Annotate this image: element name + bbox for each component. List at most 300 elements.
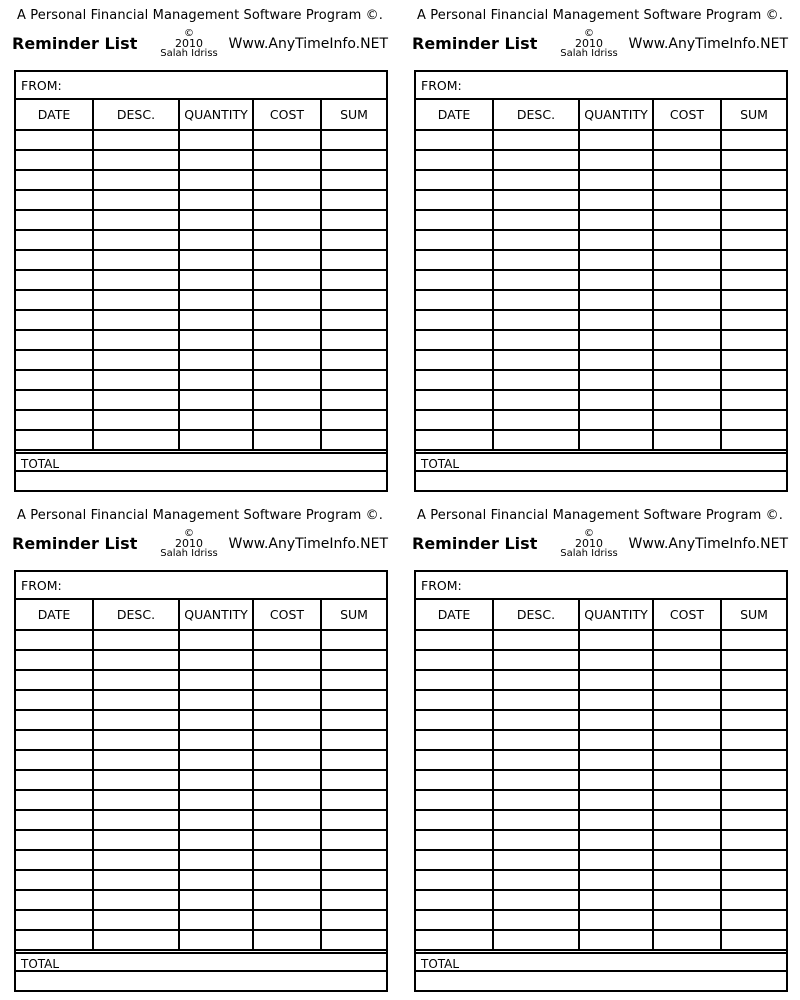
cell-sum[interactable] bbox=[321, 390, 386, 410]
cell-sum[interactable] bbox=[721, 890, 786, 910]
cell-quantity[interactable] bbox=[179, 630, 253, 650]
cell-desc[interactable] bbox=[93, 810, 179, 830]
total-blank-row[interactable] bbox=[16, 474, 386, 490]
cell-desc[interactable] bbox=[493, 330, 579, 350]
cell-cost[interactable] bbox=[253, 430, 321, 450]
cell-sum[interactable] bbox=[721, 290, 786, 310]
cell-date[interactable] bbox=[416, 310, 493, 330]
cell-cost[interactable] bbox=[653, 810, 721, 830]
cell-sum[interactable] bbox=[721, 230, 786, 250]
cell-quantity[interactable] bbox=[579, 870, 653, 890]
cell-date[interactable] bbox=[416, 170, 493, 190]
website-link[interactable]: Www.AnyTimeInfo.NET bbox=[228, 36, 388, 52]
cell-sum[interactable] bbox=[321, 210, 386, 230]
cell-date[interactable] bbox=[16, 270, 93, 290]
cell-sum[interactable] bbox=[321, 770, 386, 790]
cell-cost[interactable] bbox=[653, 650, 721, 670]
cell-date[interactable] bbox=[416, 810, 493, 830]
cell-date[interactable] bbox=[16, 290, 93, 310]
cell-quantity[interactable] bbox=[579, 330, 653, 350]
cell-cost[interactable] bbox=[653, 270, 721, 290]
cell-quantity[interactable] bbox=[179, 730, 253, 750]
cell-sum[interactable] bbox=[321, 190, 386, 210]
cell-sum[interactable] bbox=[321, 630, 386, 650]
cell-cost[interactable] bbox=[653, 150, 721, 170]
cell-desc[interactable] bbox=[93, 170, 179, 190]
cell-quantity[interactable] bbox=[579, 910, 653, 930]
cell-date[interactable] bbox=[16, 210, 93, 230]
cell-date[interactable] bbox=[16, 890, 93, 910]
total-blank-row[interactable] bbox=[16, 974, 386, 990]
cell-sum[interactable] bbox=[721, 910, 786, 930]
cell-desc[interactable] bbox=[93, 430, 179, 450]
cell-date[interactable] bbox=[416, 910, 493, 930]
cell-quantity[interactable] bbox=[579, 270, 653, 290]
cell-date[interactable] bbox=[416, 870, 493, 890]
cell-sum[interactable] bbox=[721, 850, 786, 870]
cell-cost[interactable] bbox=[653, 210, 721, 230]
cell-quantity[interactable] bbox=[179, 710, 253, 730]
cell-sum[interactable] bbox=[721, 150, 786, 170]
cell-desc[interactable] bbox=[93, 390, 179, 410]
cell-sum[interactable] bbox=[321, 250, 386, 270]
cell-quantity[interactable] bbox=[179, 830, 253, 850]
cell-cost[interactable] bbox=[253, 210, 321, 230]
cell-sum[interactable] bbox=[321, 170, 386, 190]
cell-desc[interactable] bbox=[493, 350, 579, 370]
cell-cost[interactable] bbox=[653, 830, 721, 850]
cell-desc[interactable] bbox=[93, 930, 179, 950]
cell-desc[interactable] bbox=[493, 810, 579, 830]
cell-desc[interactable] bbox=[493, 210, 579, 230]
cell-sum[interactable] bbox=[321, 790, 386, 810]
cell-sum[interactable] bbox=[321, 730, 386, 750]
cell-date[interactable] bbox=[416, 270, 493, 290]
cell-date[interactable] bbox=[16, 930, 93, 950]
cell-cost[interactable] bbox=[253, 190, 321, 210]
cell-sum[interactable] bbox=[321, 350, 386, 370]
cell-desc[interactable] bbox=[93, 630, 179, 650]
cell-desc[interactable] bbox=[93, 750, 179, 770]
cell-date[interactable] bbox=[416, 850, 493, 870]
cell-quantity[interactable] bbox=[579, 190, 653, 210]
cell-cost[interactable] bbox=[253, 730, 321, 750]
cell-cost[interactable] bbox=[653, 410, 721, 430]
cell-cost[interactable] bbox=[653, 130, 721, 150]
cell-date[interactable] bbox=[416, 650, 493, 670]
cell-date[interactable] bbox=[16, 630, 93, 650]
cell-date[interactable] bbox=[16, 730, 93, 750]
cell-quantity[interactable] bbox=[179, 750, 253, 770]
cell-cost[interactable] bbox=[253, 770, 321, 790]
cell-cost[interactable] bbox=[253, 150, 321, 170]
cell-cost[interactable] bbox=[253, 130, 321, 150]
cell-date[interactable] bbox=[416, 230, 493, 250]
cell-quantity[interactable] bbox=[179, 690, 253, 710]
from-row[interactable] bbox=[16, 72, 386, 100]
cell-quantity[interactable] bbox=[179, 910, 253, 930]
cell-desc[interactable] bbox=[93, 410, 179, 430]
cell-sum[interactable] bbox=[321, 690, 386, 710]
cell-date[interactable] bbox=[16, 130, 93, 150]
cell-cost[interactable] bbox=[253, 790, 321, 810]
cell-quantity[interactable] bbox=[179, 230, 253, 250]
cell-date[interactable] bbox=[16, 690, 93, 710]
cell-sum[interactable] bbox=[321, 670, 386, 690]
cell-sum[interactable] bbox=[321, 870, 386, 890]
cell-desc[interactable] bbox=[493, 390, 579, 410]
total-row[interactable] bbox=[416, 952, 786, 972]
cell-quantity[interactable] bbox=[579, 630, 653, 650]
cell-sum[interactable] bbox=[721, 690, 786, 710]
cell-date[interactable] bbox=[416, 290, 493, 310]
cell-date[interactable] bbox=[416, 190, 493, 210]
cell-sum[interactable] bbox=[721, 830, 786, 850]
cell-desc[interactable] bbox=[493, 790, 579, 810]
cell-desc[interactable] bbox=[493, 230, 579, 250]
cell-desc[interactable] bbox=[93, 710, 179, 730]
cell-sum[interactable] bbox=[721, 870, 786, 890]
cell-desc[interactable] bbox=[93, 130, 179, 150]
cell-date[interactable] bbox=[16, 310, 93, 330]
cell-desc[interactable] bbox=[93, 670, 179, 690]
cell-cost[interactable] bbox=[653, 370, 721, 390]
cell-date[interactable] bbox=[16, 370, 93, 390]
cell-cost[interactable] bbox=[253, 370, 321, 390]
cell-desc[interactable] bbox=[93, 790, 179, 810]
cell-desc[interactable] bbox=[93, 190, 179, 210]
cell-quantity[interactable] bbox=[179, 890, 253, 910]
cell-desc[interactable] bbox=[493, 250, 579, 270]
cell-desc[interactable] bbox=[493, 690, 579, 710]
cell-cost[interactable] bbox=[653, 430, 721, 450]
cell-sum[interactable] bbox=[721, 190, 786, 210]
cell-cost[interactable] bbox=[253, 270, 321, 290]
cell-quantity[interactable] bbox=[579, 810, 653, 830]
cell-date[interactable] bbox=[16, 430, 93, 450]
cell-date[interactable] bbox=[16, 870, 93, 890]
cell-sum[interactable] bbox=[721, 390, 786, 410]
cell-cost[interactable] bbox=[653, 730, 721, 750]
cell-sum[interactable] bbox=[321, 150, 386, 170]
cell-date[interactable] bbox=[16, 830, 93, 850]
cell-date[interactable] bbox=[16, 330, 93, 350]
cell-desc[interactable] bbox=[493, 630, 579, 650]
cell-desc[interactable] bbox=[93, 830, 179, 850]
cell-cost[interactable] bbox=[253, 830, 321, 850]
cell-sum[interactable] bbox=[721, 130, 786, 150]
cell-cost[interactable] bbox=[253, 850, 321, 870]
cell-date[interactable] bbox=[16, 250, 93, 270]
cell-cost[interactable] bbox=[653, 350, 721, 370]
cell-date[interactable] bbox=[416, 830, 493, 850]
cell-desc[interactable] bbox=[493, 770, 579, 790]
cell-sum[interactable] bbox=[721, 930, 786, 950]
cell-date[interactable] bbox=[416, 370, 493, 390]
cell-desc[interactable] bbox=[493, 270, 579, 290]
total-row[interactable] bbox=[416, 452, 786, 472]
cell-cost[interactable] bbox=[653, 890, 721, 910]
cell-cost[interactable] bbox=[253, 410, 321, 430]
cell-cost[interactable] bbox=[253, 750, 321, 770]
cell-cost[interactable] bbox=[253, 230, 321, 250]
cell-cost[interactable] bbox=[253, 670, 321, 690]
cell-desc[interactable] bbox=[493, 890, 579, 910]
cell-sum[interactable] bbox=[321, 810, 386, 830]
cell-cost[interactable] bbox=[653, 290, 721, 310]
cell-sum[interactable] bbox=[321, 130, 386, 150]
cell-sum[interactable] bbox=[721, 810, 786, 830]
cell-quantity[interactable] bbox=[579, 930, 653, 950]
cell-desc[interactable] bbox=[93, 270, 179, 290]
cell-sum[interactable] bbox=[321, 310, 386, 330]
cell-date[interactable] bbox=[416, 770, 493, 790]
cell-date[interactable] bbox=[16, 350, 93, 370]
cell-cost[interactable] bbox=[253, 350, 321, 370]
cell-date[interactable] bbox=[16, 230, 93, 250]
cell-date[interactable] bbox=[416, 730, 493, 750]
total-row[interactable] bbox=[16, 452, 386, 472]
cell-date[interactable] bbox=[16, 190, 93, 210]
cell-desc[interactable] bbox=[493, 290, 579, 310]
cell-sum[interactable] bbox=[321, 430, 386, 450]
cell-date[interactable] bbox=[416, 750, 493, 770]
cell-quantity[interactable] bbox=[179, 430, 253, 450]
cell-date[interactable] bbox=[16, 850, 93, 870]
cell-quantity[interactable] bbox=[579, 370, 653, 390]
cell-quantity[interactable] bbox=[179, 870, 253, 890]
cell-sum[interactable] bbox=[721, 330, 786, 350]
cell-desc[interactable] bbox=[93, 870, 179, 890]
cell-date[interactable] bbox=[416, 350, 493, 370]
cell-desc[interactable] bbox=[93, 310, 179, 330]
cell-date[interactable] bbox=[416, 130, 493, 150]
cell-date[interactable] bbox=[16, 910, 93, 930]
cell-date[interactable] bbox=[416, 710, 493, 730]
cell-quantity[interactable] bbox=[179, 790, 253, 810]
cell-cost[interactable] bbox=[653, 390, 721, 410]
cell-cost[interactable] bbox=[653, 870, 721, 890]
cell-sum[interactable] bbox=[721, 410, 786, 430]
cell-desc[interactable] bbox=[493, 670, 579, 690]
cell-desc[interactable] bbox=[493, 730, 579, 750]
cell-sum[interactable] bbox=[721, 350, 786, 370]
cell-desc[interactable] bbox=[493, 750, 579, 770]
cell-quantity[interactable] bbox=[179, 770, 253, 790]
cell-desc[interactable] bbox=[493, 830, 579, 850]
website-link[interactable]: Www.AnyTimeInfo.NET bbox=[628, 36, 788, 52]
cell-cost[interactable] bbox=[653, 790, 721, 810]
cell-quantity[interactable] bbox=[579, 250, 653, 270]
cell-sum[interactable] bbox=[321, 370, 386, 390]
cell-sum[interactable] bbox=[721, 430, 786, 450]
cell-quantity[interactable] bbox=[179, 250, 253, 270]
cell-cost[interactable] bbox=[653, 770, 721, 790]
cell-quantity[interactable] bbox=[579, 350, 653, 370]
cell-cost[interactable] bbox=[253, 870, 321, 890]
cell-cost[interactable] bbox=[653, 330, 721, 350]
cell-cost[interactable] bbox=[253, 170, 321, 190]
cell-cost[interactable] bbox=[253, 310, 321, 330]
cell-date[interactable] bbox=[416, 930, 493, 950]
cell-date[interactable] bbox=[416, 250, 493, 270]
cell-desc[interactable] bbox=[93, 690, 179, 710]
cell-desc[interactable] bbox=[493, 310, 579, 330]
cell-cost[interactable] bbox=[253, 290, 321, 310]
cell-cost[interactable] bbox=[653, 230, 721, 250]
cell-sum[interactable] bbox=[721, 630, 786, 650]
cell-quantity[interactable] bbox=[579, 290, 653, 310]
cell-sum[interactable] bbox=[721, 790, 786, 810]
cell-quantity[interactable] bbox=[179, 130, 253, 150]
cell-sum[interactable] bbox=[321, 650, 386, 670]
cell-quantity[interactable] bbox=[179, 210, 253, 230]
cell-date[interactable] bbox=[16, 650, 93, 670]
cell-cost[interactable] bbox=[653, 690, 721, 710]
cell-quantity[interactable] bbox=[179, 190, 253, 210]
cell-cost[interactable] bbox=[253, 630, 321, 650]
cell-desc[interactable] bbox=[93, 650, 179, 670]
cell-quantity[interactable] bbox=[579, 310, 653, 330]
cell-cost[interactable] bbox=[653, 630, 721, 650]
cell-quantity[interactable] bbox=[179, 170, 253, 190]
cell-date[interactable] bbox=[416, 150, 493, 170]
cell-desc[interactable] bbox=[93, 770, 179, 790]
cell-cost[interactable] bbox=[253, 250, 321, 270]
cell-date[interactable] bbox=[416, 890, 493, 910]
cell-cost[interactable] bbox=[253, 390, 321, 410]
cell-date[interactable] bbox=[416, 410, 493, 430]
cell-sum[interactable] bbox=[721, 710, 786, 730]
cell-desc[interactable] bbox=[93, 230, 179, 250]
cell-date[interactable] bbox=[416, 790, 493, 810]
cell-date[interactable] bbox=[16, 790, 93, 810]
cell-quantity[interactable] bbox=[579, 830, 653, 850]
from-row[interactable] bbox=[416, 572, 786, 600]
cell-quantity[interactable] bbox=[179, 850, 253, 870]
cell-desc[interactable] bbox=[93, 890, 179, 910]
cell-quantity[interactable] bbox=[179, 290, 253, 310]
cell-desc[interactable] bbox=[493, 410, 579, 430]
cell-desc[interactable] bbox=[93, 910, 179, 930]
cell-date[interactable] bbox=[16, 810, 93, 830]
cell-sum[interactable] bbox=[721, 750, 786, 770]
cell-desc[interactable] bbox=[493, 170, 579, 190]
cell-sum[interactable] bbox=[721, 250, 786, 270]
cell-cost[interactable] bbox=[653, 670, 721, 690]
cell-cost[interactable] bbox=[253, 890, 321, 910]
cell-quantity[interactable] bbox=[579, 170, 653, 190]
cell-date[interactable] bbox=[416, 210, 493, 230]
cell-quantity[interactable] bbox=[579, 710, 653, 730]
cell-sum[interactable] bbox=[721, 730, 786, 750]
cell-desc[interactable] bbox=[493, 710, 579, 730]
cell-desc[interactable] bbox=[93, 330, 179, 350]
cell-desc[interactable] bbox=[93, 350, 179, 370]
cell-sum[interactable] bbox=[321, 750, 386, 770]
cell-date[interactable] bbox=[16, 770, 93, 790]
cell-quantity[interactable] bbox=[179, 350, 253, 370]
cell-quantity[interactable] bbox=[579, 890, 653, 910]
cell-quantity[interactable] bbox=[579, 210, 653, 230]
cell-desc[interactable] bbox=[93, 850, 179, 870]
cell-quantity[interactable] bbox=[579, 850, 653, 870]
cell-desc[interactable] bbox=[493, 930, 579, 950]
cell-sum[interactable] bbox=[721, 670, 786, 690]
cell-cost[interactable] bbox=[253, 650, 321, 670]
cell-sum[interactable] bbox=[321, 890, 386, 910]
cell-date[interactable] bbox=[16, 150, 93, 170]
cell-cost[interactable] bbox=[653, 710, 721, 730]
cell-desc[interactable] bbox=[493, 850, 579, 870]
cell-quantity[interactable] bbox=[179, 390, 253, 410]
cell-quantity[interactable] bbox=[179, 410, 253, 430]
cell-sum[interactable] bbox=[721, 210, 786, 230]
cell-sum[interactable] bbox=[321, 930, 386, 950]
cell-quantity[interactable] bbox=[179, 330, 253, 350]
cell-sum[interactable] bbox=[321, 290, 386, 310]
cell-date[interactable] bbox=[416, 390, 493, 410]
total-blank-row[interactable] bbox=[416, 974, 786, 990]
cell-desc[interactable] bbox=[93, 290, 179, 310]
cell-cost[interactable] bbox=[653, 190, 721, 210]
cell-desc[interactable] bbox=[93, 250, 179, 270]
cell-quantity[interactable] bbox=[579, 390, 653, 410]
cell-sum[interactable] bbox=[321, 270, 386, 290]
website-link[interactable]: Www.AnyTimeInfo.NET bbox=[628, 536, 788, 552]
cell-quantity[interactable] bbox=[579, 690, 653, 710]
cell-date[interactable] bbox=[16, 710, 93, 730]
cell-date[interactable] bbox=[16, 410, 93, 430]
cell-date[interactable] bbox=[16, 390, 93, 410]
cell-cost[interactable] bbox=[253, 690, 321, 710]
cell-cost[interactable] bbox=[253, 910, 321, 930]
cell-date[interactable] bbox=[416, 690, 493, 710]
cell-sum[interactable] bbox=[321, 850, 386, 870]
cell-quantity[interactable] bbox=[579, 410, 653, 430]
cell-quantity[interactable] bbox=[579, 650, 653, 670]
cell-quantity[interactable] bbox=[579, 750, 653, 770]
cell-quantity[interactable] bbox=[579, 770, 653, 790]
cell-cost[interactable] bbox=[253, 810, 321, 830]
cell-quantity[interactable] bbox=[179, 930, 253, 950]
cell-quantity[interactable] bbox=[179, 650, 253, 670]
cell-date[interactable] bbox=[16, 670, 93, 690]
cell-cost[interactable] bbox=[653, 310, 721, 330]
cell-quantity[interactable] bbox=[579, 230, 653, 250]
cell-sum[interactable] bbox=[721, 310, 786, 330]
cell-sum[interactable] bbox=[321, 710, 386, 730]
cell-sum[interactable] bbox=[721, 650, 786, 670]
cell-cost[interactable] bbox=[653, 930, 721, 950]
cell-cost[interactable] bbox=[653, 850, 721, 870]
cell-sum[interactable] bbox=[321, 330, 386, 350]
cell-cost[interactable] bbox=[253, 930, 321, 950]
cell-quantity[interactable] bbox=[179, 310, 253, 330]
cell-cost[interactable] bbox=[253, 330, 321, 350]
cell-quantity[interactable] bbox=[179, 810, 253, 830]
cell-cost[interactable] bbox=[653, 250, 721, 270]
cell-desc[interactable] bbox=[493, 430, 579, 450]
cell-sum[interactable] bbox=[721, 170, 786, 190]
cell-date[interactable] bbox=[16, 750, 93, 770]
total-row[interactable] bbox=[16, 952, 386, 972]
cell-quantity[interactable] bbox=[179, 670, 253, 690]
cell-date[interactable] bbox=[16, 170, 93, 190]
cell-quantity[interactable] bbox=[579, 130, 653, 150]
cell-quantity[interactable] bbox=[179, 150, 253, 170]
cell-date[interactable] bbox=[416, 630, 493, 650]
